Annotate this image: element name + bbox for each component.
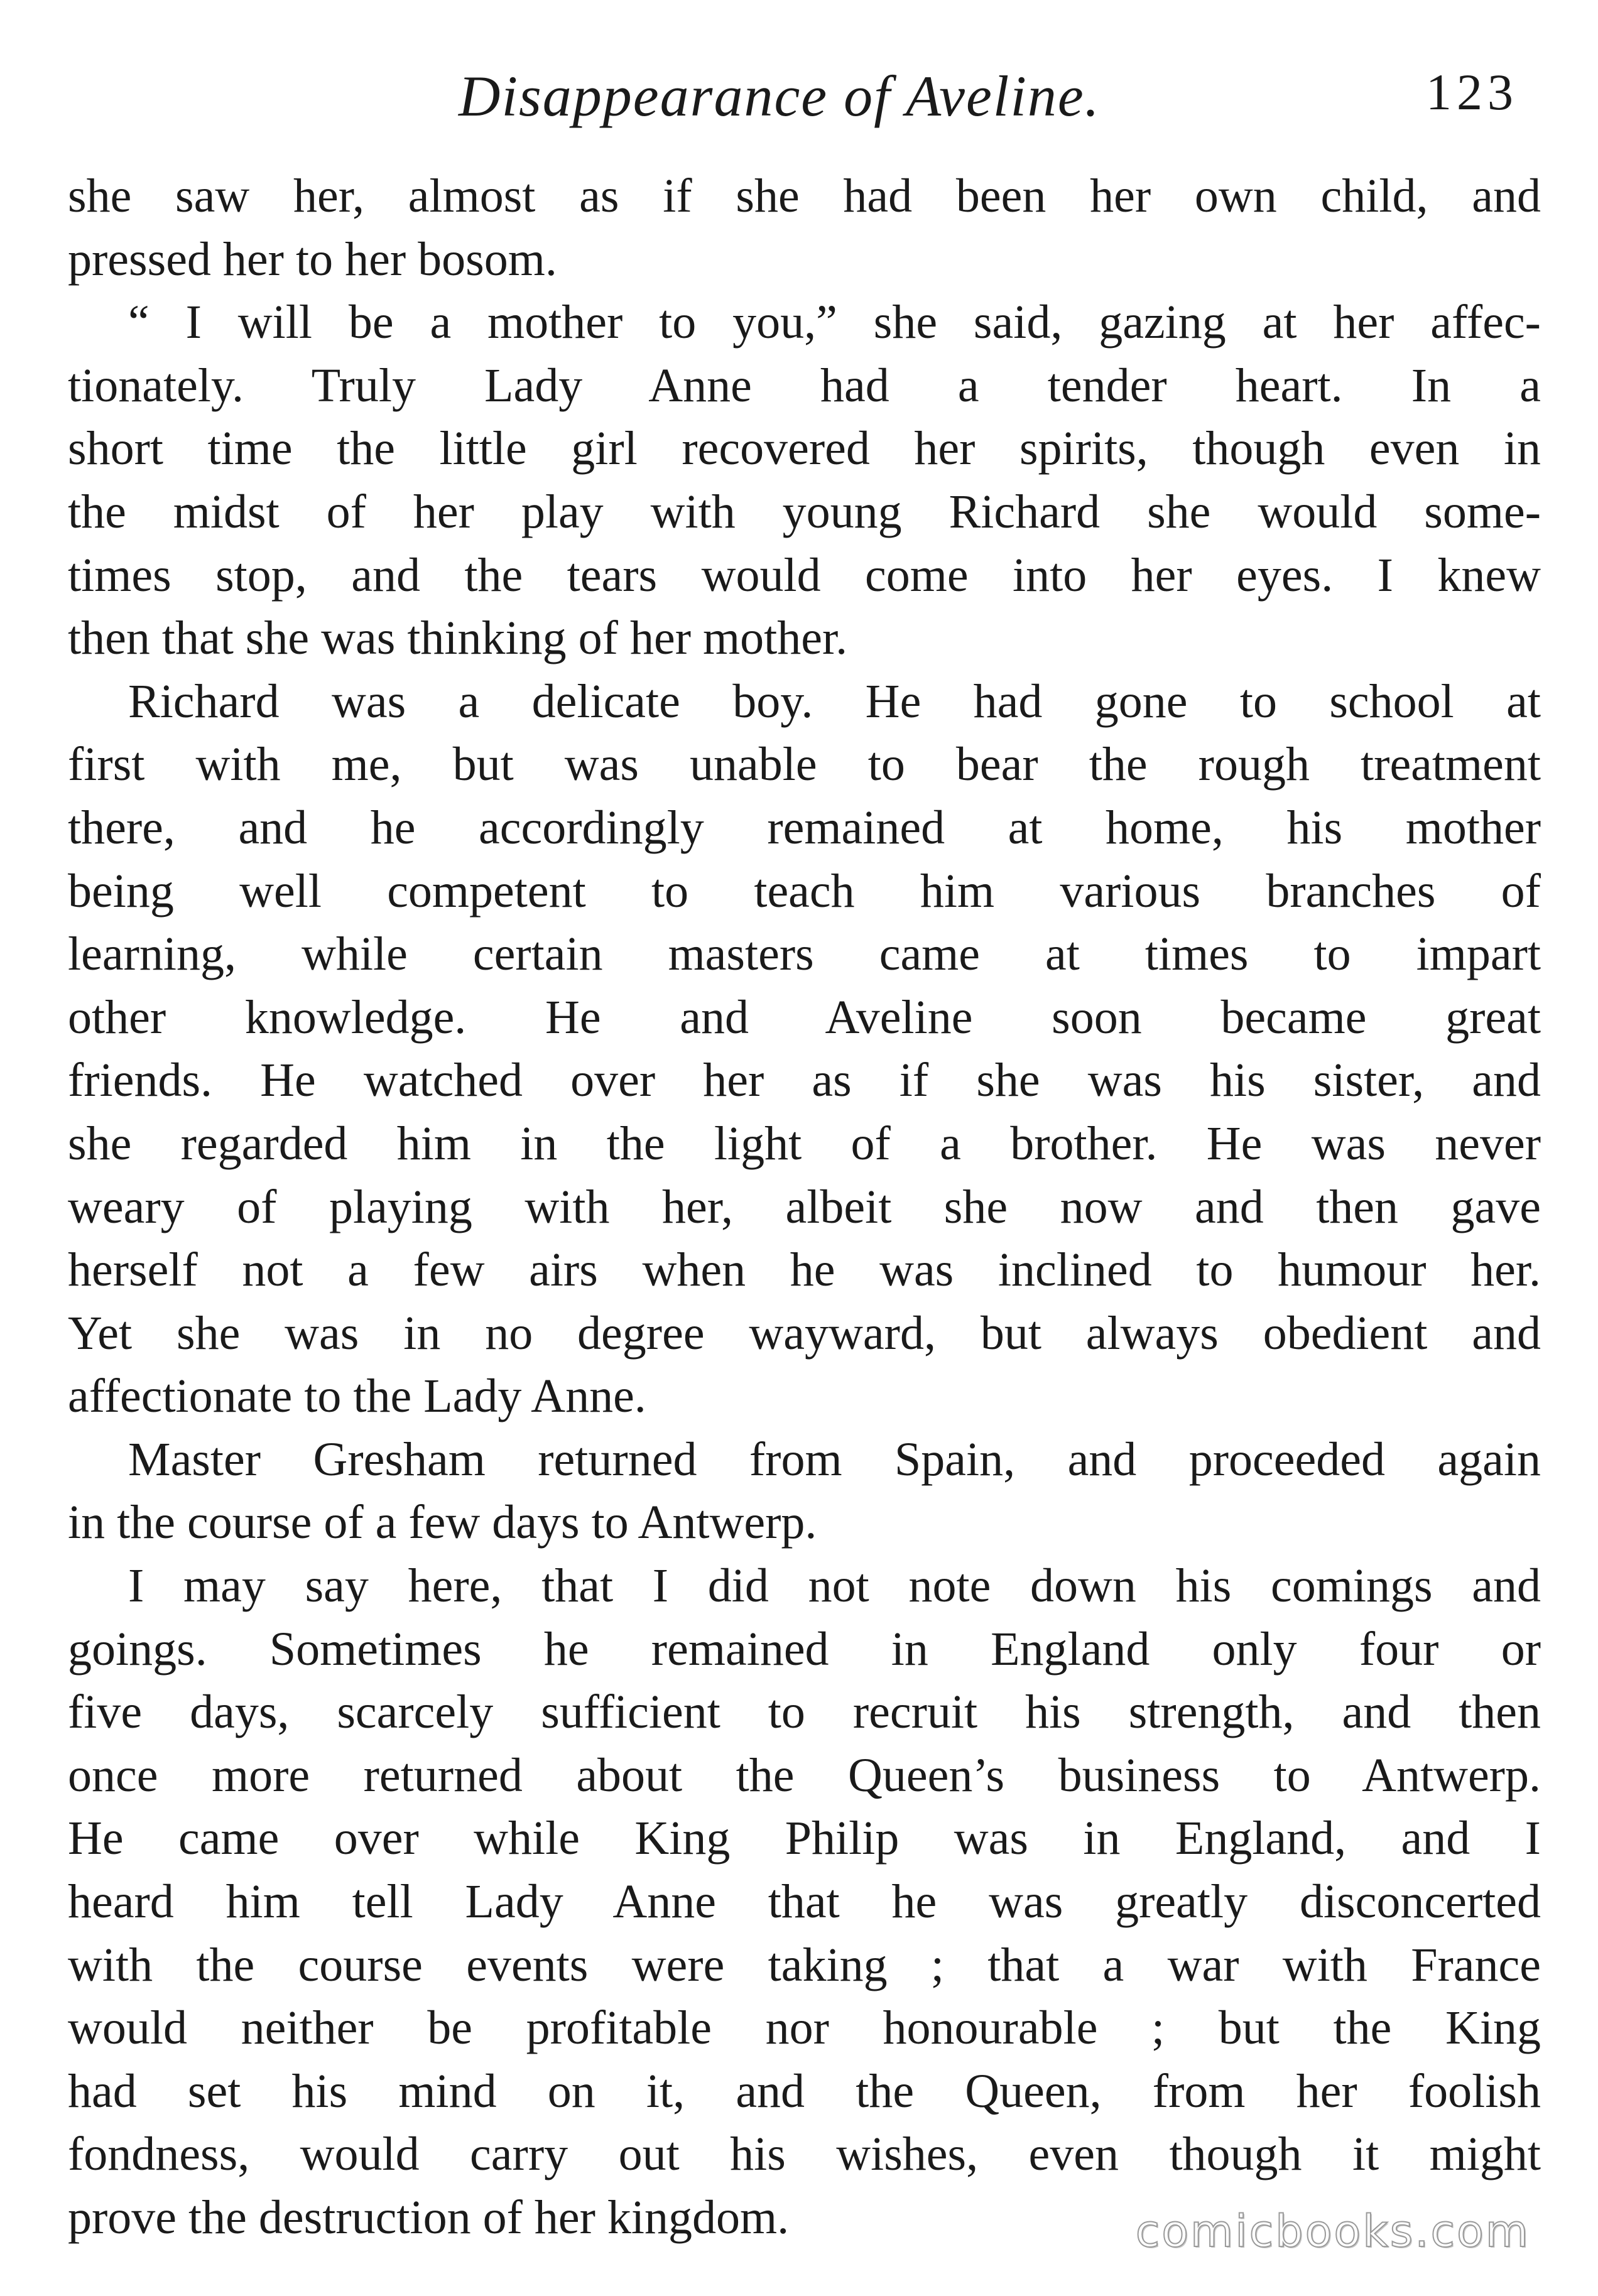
text-line: had set his mind on it, and the Queen, from her foolish bbox=[68, 2064, 1541, 2118]
text-line: learning, while certain masters came at times to impart bbox=[68, 928, 1541, 981]
text-line: Yet she was in no degree wayward, but always obedient and bbox=[68, 1306, 1541, 1360]
text-line: other knowledge. He and Aveline soon became great bbox=[68, 990, 1541, 1044]
text-line: times stop, and the tears would come into her eyes. I knew bbox=[68, 548, 1541, 602]
running-title: Disappearance of Aveline. bbox=[459, 64, 1101, 128]
text-line: prove the destruction of her kingdom. bbox=[68, 2191, 790, 2244]
text-line: she saw her, almost as if she had been her own child, and bbox=[68, 170, 1541, 222]
text-line: there, and he accordingly remained at home, his mother bbox=[68, 801, 1541, 854]
running-head bbox=[0, 63, 1598, 132]
text-line: pressed her to her bosom. bbox=[68, 232, 557, 286]
text-line: Richard was a delicate boy. He had gone to school at bbox=[128, 674, 1541, 728]
text-line: heard him tell Lady Anne that he was greatly disconcerted bbox=[68, 1875, 1541, 1929]
text-line: being well competent to teach him various branches of bbox=[68, 864, 1541, 918]
body-text bbox=[68, 165, 1541, 2250]
text-line: first with me, but was unable to bear the rough treatment bbox=[68, 738, 1541, 791]
text-line: then that she was thinking of her mother. bbox=[68, 612, 848, 665]
text-line: “ I will be a mother to you,” she said, gazing at her affec- bbox=[128, 296, 1541, 349]
watermark: comicbooks.com bbox=[1135, 2206, 1530, 2257]
text-line: friends. He watched over her as if she was his sister, and bbox=[68, 1054, 1541, 1107]
text-line: the midst of her play with young Richard she would some- bbox=[68, 485, 1541, 538]
text-line: with the course events were taking ; that a war with France bbox=[68, 1938, 1541, 1991]
text-line: goings. Sometimes he remained in England only four or bbox=[68, 1622, 1541, 1676]
text-line: affectionate to the Lady Anne. bbox=[68, 1370, 646, 1423]
text-line: tionately. Truly Lady Anne had a tender heart. In a bbox=[68, 359, 1541, 412]
text-line: short time the little girl recovered her spirits, though even in bbox=[68, 422, 1541, 475]
text-line: five days, scarcely sufficient to recruit his strength, and then bbox=[68, 1686, 1541, 1739]
text-line: I may say here, that I did not note down his comings and bbox=[128, 1559, 1541, 1613]
page-number: 123 bbox=[1426, 63, 1518, 121]
text-line: Master Gresham returned from Spain, and proceeded again bbox=[128, 1432, 1541, 1486]
text-line: He came over while King Philip was in England, and I bbox=[68, 1812, 1541, 1865]
text-line: she regarded him in the light of a brother. He was never bbox=[68, 1117, 1541, 1170]
text-line: once more returned about the Queen’s business to Antwerp. bbox=[68, 1748, 1541, 1802]
text-line: weary of playing with her, albeit she now and then gave bbox=[68, 1180, 1541, 1233]
text-line: in the course of a few days to Antwerp. bbox=[68, 1496, 817, 1549]
text-line: fondness, would carry out his wishes, even though it might bbox=[68, 2128, 1541, 2181]
text-line: herself not a few airs when he was inclined to humour her. bbox=[68, 1243, 1541, 1297]
text-line: would neither be profitable nor honourable ; but the King bbox=[68, 2001, 1541, 2055]
